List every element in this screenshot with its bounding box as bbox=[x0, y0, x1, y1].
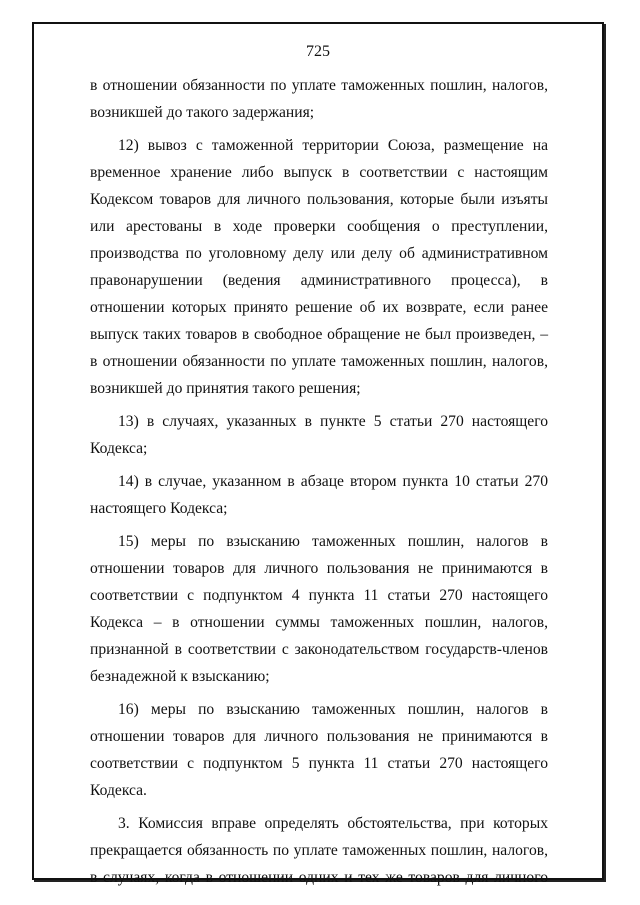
paragraph-item-12: 12) вывоз с таможенной территории Союза, размещение на временное хранение либо выпуск в соответствии с настоящим Кодексом товаров для личного пользования, которые были изъяты или арестованы в ходе проверки сообщения о преступлении, производства по уголовному делу или делу об административном правонарушении (ведения административного процесса), в отношении которых принято решение об их возврате, если ранее выпуск таких товаров в свободное обращение не был произведен, – в отношении обязанности по уплате таможенных пошлин, налогов, возникшей до принятия такого решения; bbox=[90, 137, 548, 397]
paragraph-item-16: 16) меры по взысканию таможенных пошлин, налогов в отношении товаров для личного пользования не принимаются в соответствии с подпунктом 5 пункта 11 статьи 270 настоящего Кодекса. bbox=[90, 701, 548, 799]
paragraph-item-13: 13) в случаях, указанных в пункте 5 статьи 270 настоящего Кодекса; bbox=[90, 413, 548, 457]
paragraph-item-14: 14) в случае, указанном в абзаце втором пункта 10 статьи 270 настоящего Кодекса; bbox=[90, 473, 548, 517]
paragraph-continuation: в отношении обязанности по уплате таможенных пошлин, налогов, возникшей до такого задержания; bbox=[90, 77, 548, 121]
document-page bbox=[32, 22, 604, 886]
page-number: 725 bbox=[306, 43, 330, 60]
document-body bbox=[90, 72, 548, 897]
paragraph-item-15: 15) меры по взысканию таможенных пошлин, налогов в отношении товаров для личного пользования не принимаются в соответствии с подпунктом 4 пункта 11 статьи 270 настоящего Кодекса – в отношении суммы таможенных пошлин, налогов, признанной в соответствии с законодательством государств-членов безнадежной к взысканию; bbox=[90, 533, 548, 685]
paragraph-section-3: 3. Комиссия вправе определять обстоятельства, при которых прекращается обязанность по уплате таможенных пошлин, налогов, в случаях, когда в отношении одних и тех же товаров для личного bbox=[90, 815, 548, 886]
